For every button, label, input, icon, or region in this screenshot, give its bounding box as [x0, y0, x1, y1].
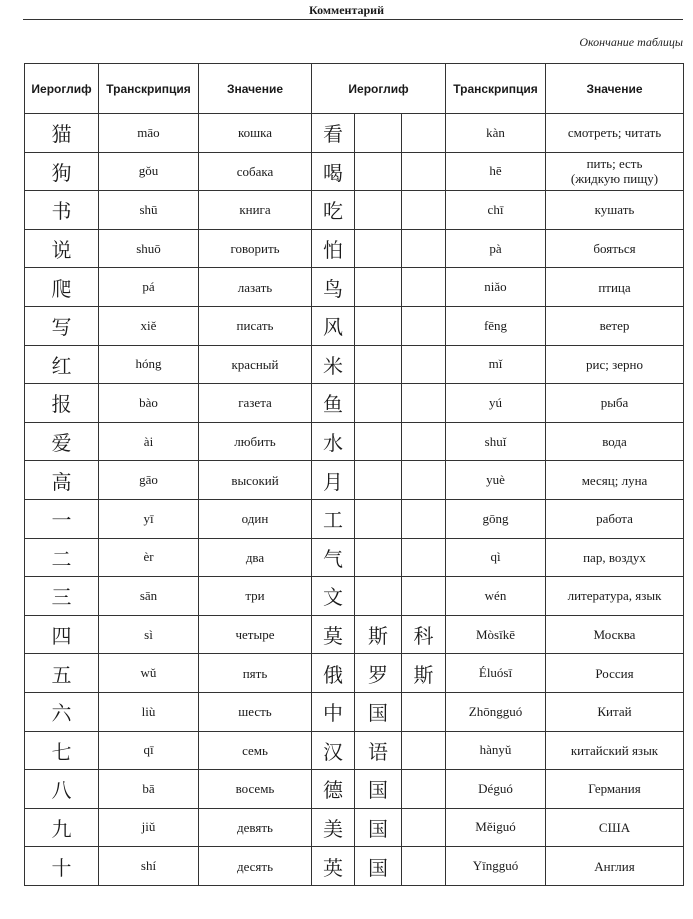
right-hieroglyph-3	[402, 229, 446, 268]
right-hieroglyph-2	[355, 538, 402, 577]
right-meaning-text: Англия	[594, 858, 635, 874]
right-hieroglyph-2: 国	[355, 847, 402, 886]
left-hieroglyph: 六	[25, 692, 99, 731]
left-transcription: xiě	[99, 306, 199, 345]
table-row	[25, 114, 684, 153]
left-meaning: любить	[199, 422, 312, 461]
left-hieroglyph: 七	[25, 731, 99, 770]
left-hieroglyph: 书	[25, 191, 99, 230]
right-transcription: gōng	[446, 499, 546, 538]
right-meaning-text: работа	[596, 511, 633, 527]
right-hieroglyph-2: 国	[355, 692, 402, 731]
right-transcription: hànyǔ	[446, 731, 546, 770]
left-meaning: высокий	[199, 461, 312, 500]
left-transcription: gǒu	[99, 152, 199, 191]
table-row	[25, 770, 684, 809]
table-row	[25, 847, 684, 886]
right-hieroglyph-2	[355, 229, 402, 268]
left-meaning: восемь	[199, 770, 312, 809]
left-transcription: sān	[99, 577, 199, 616]
header-transcription-right: Транскрипция	[446, 64, 546, 114]
right-hieroglyph-1: 月	[312, 461, 355, 500]
right-transcription: niǎo	[446, 268, 546, 307]
left-hieroglyph: 二	[25, 538, 99, 577]
right-meaning-text: пар, воздух	[583, 549, 646, 565]
right-hieroglyph-1: 莫	[312, 615, 355, 654]
left-hieroglyph: 十	[25, 847, 99, 886]
left-meaning: книга	[199, 191, 312, 230]
right-meaning-text: смотреть; читать	[567, 125, 662, 141]
right-hieroglyph-3	[402, 191, 446, 230]
right-hieroglyph-3	[402, 384, 446, 423]
left-hieroglyph: 猫	[25, 114, 99, 153]
left-meaning: красный	[199, 345, 312, 384]
right-hieroglyph-3	[402, 461, 446, 500]
right-hieroglyph-1: 美	[312, 808, 355, 847]
right-hieroglyph-1: 汉	[312, 731, 355, 770]
left-meaning: пять	[199, 654, 312, 693]
right-hieroglyph-1: 气	[312, 538, 355, 577]
left-transcription: jiǔ	[99, 808, 199, 847]
table-continuation-note: Окончание таблицы	[579, 35, 683, 49]
left-transcription: sì	[99, 615, 199, 654]
right-hieroglyph-2: 罗	[355, 654, 402, 693]
table-row	[25, 808, 684, 847]
right-transcription: kàn	[446, 114, 546, 153]
table-row	[25, 229, 684, 268]
right-meaning	[546, 615, 684, 654]
table-row	[25, 268, 684, 307]
right-hieroglyph-1: 喝	[312, 152, 355, 191]
right-transcription: wén	[446, 577, 546, 616]
right-hieroglyph-1: 风	[312, 306, 355, 345]
running-head: Комментарий	[308, 3, 384, 17]
left-transcription: èr	[99, 538, 199, 577]
left-transcription: liù	[99, 692, 199, 731]
right-hieroglyph-1: 英	[312, 847, 355, 886]
table-row	[25, 654, 684, 693]
left-meaning: шесть	[199, 692, 312, 731]
right-hieroglyph-2	[355, 114, 402, 153]
left-hieroglyph: 狗	[25, 152, 99, 191]
header-meaning-right: Значение	[546, 64, 684, 114]
right-transcription: Měiguó	[446, 808, 546, 847]
right-hieroglyph-3	[402, 847, 446, 886]
left-hieroglyph: 四	[25, 615, 99, 654]
left-meaning: семь	[199, 731, 312, 770]
table-row	[25, 499, 684, 538]
right-hieroglyph-2: 国	[355, 808, 402, 847]
right-hieroglyph-1: 米	[312, 345, 355, 384]
left-transcription: bào	[99, 384, 199, 423]
left-hieroglyph: 高	[25, 461, 99, 500]
right-meaning	[546, 770, 684, 809]
right-hieroglyph-3: 斯	[402, 654, 446, 693]
left-hieroglyph: 九	[25, 808, 99, 847]
left-transcription: ài	[99, 422, 199, 461]
table-row	[25, 152, 684, 191]
table-body	[25, 114, 684, 886]
right-meaning	[546, 114, 684, 153]
right-meaning-text: Китай	[597, 704, 632, 720]
left-transcription: gāo	[99, 461, 199, 500]
right-hieroglyph-2: 国	[355, 770, 402, 809]
right-hieroglyph-2	[355, 577, 402, 616]
left-meaning: два	[199, 538, 312, 577]
right-hieroglyph-3	[402, 114, 446, 153]
right-meaning-text-continued: (жидкую пищу)	[570, 171, 659, 187]
right-transcription: hē	[446, 152, 546, 191]
right-hieroglyph-1: 工	[312, 499, 355, 538]
right-hieroglyph-3	[402, 770, 446, 809]
right-meaning	[546, 847, 684, 886]
right-transcription: mǐ	[446, 345, 546, 384]
right-hieroglyph-2	[355, 499, 402, 538]
right-transcription: yuè	[446, 461, 546, 500]
left-transcription: māo	[99, 114, 199, 153]
right-hieroglyph-2	[355, 461, 402, 500]
table-row	[25, 461, 684, 500]
right-meaning-text: Россия	[595, 665, 634, 681]
right-meaning-text: китайский язык	[570, 742, 659, 758]
right-hieroglyph-2	[355, 384, 402, 423]
right-hieroglyph-1: 中	[312, 692, 355, 731]
left-hieroglyph: 说	[25, 229, 99, 268]
right-transcription: qì	[446, 538, 546, 577]
left-meaning: один	[199, 499, 312, 538]
right-hieroglyph-3	[402, 538, 446, 577]
right-hieroglyph-1: 鸟	[312, 268, 355, 307]
table-row	[25, 538, 684, 577]
right-meaning	[546, 499, 684, 538]
right-transcription: chī	[446, 191, 546, 230]
right-hieroglyph-2	[355, 268, 402, 307]
right-transcription: Yīngguó	[446, 847, 546, 886]
table-row	[25, 692, 684, 731]
right-hieroglyph-1: 俄	[312, 654, 355, 693]
left-meaning: четыре	[199, 615, 312, 654]
right-meaning-text: пить; есть	[586, 156, 643, 172]
right-meaning-text: США	[598, 819, 631, 835]
right-meaning	[546, 808, 684, 847]
right-meaning-text: ветер	[599, 318, 630, 334]
left-meaning: лазать	[199, 268, 312, 307]
left-hieroglyph: 爬	[25, 268, 99, 307]
right-transcription: fēng	[446, 306, 546, 345]
left-hieroglyph: 一	[25, 499, 99, 538]
left-transcription: shuō	[99, 229, 199, 268]
right-meaning	[546, 229, 684, 268]
right-meaning	[546, 306, 684, 345]
right-meaning-text: птица	[598, 279, 631, 295]
right-meaning	[546, 692, 684, 731]
left-transcription: yī	[99, 499, 199, 538]
left-meaning: девять	[199, 808, 312, 847]
header-meaning-left: Значение	[199, 64, 312, 114]
right-meaning	[546, 384, 684, 423]
right-meaning-text: бояться	[593, 241, 636, 257]
right-transcription: shuǐ	[446, 422, 546, 461]
right-hieroglyph-3	[402, 152, 446, 191]
left-hieroglyph: 红	[25, 345, 99, 384]
right-hieroglyph-3	[402, 499, 446, 538]
right-hieroglyph-2	[355, 345, 402, 384]
right-hieroglyph-3	[402, 808, 446, 847]
table-row	[25, 191, 684, 230]
left-transcription: shí	[99, 847, 199, 886]
left-transcription: wǔ	[99, 654, 199, 693]
left-meaning: писать	[199, 306, 312, 345]
right-transcription: Déguó	[446, 770, 546, 809]
left-meaning: три	[199, 577, 312, 616]
right-meaning-text: кушать	[594, 202, 635, 218]
right-transcription: Éluósī	[446, 654, 546, 693]
right-meaning-text: литература, язык	[567, 588, 662, 604]
left-meaning: газета	[199, 384, 312, 423]
right-hieroglyph-3	[402, 345, 446, 384]
left-hieroglyph: 写	[25, 306, 99, 345]
right-hieroglyph-1: 鱼	[312, 384, 355, 423]
left-transcription: bā	[99, 770, 199, 809]
header-rule	[23, 19, 683, 20]
right-meaning	[546, 152, 684, 191]
header-hieroglyph-right: Иероглиф	[312, 64, 446, 114]
right-hieroglyph-3	[402, 692, 446, 731]
left-hieroglyph: 八	[25, 770, 99, 809]
right-meaning	[546, 538, 684, 577]
right-hieroglyph-2: 语	[355, 731, 402, 770]
right-hieroglyph-2	[355, 191, 402, 230]
header-hieroglyph-left: Иероглиф	[25, 64, 99, 114]
left-hieroglyph: 报	[25, 384, 99, 423]
right-hieroglyph-1: 怕	[312, 229, 355, 268]
left-transcription: hóng	[99, 345, 199, 384]
right-hieroglyph-2	[355, 152, 402, 191]
right-meaning	[546, 654, 684, 693]
left-transcription: shū	[99, 191, 199, 230]
right-transcription: Mòsīkē	[446, 615, 546, 654]
right-meaning-text: Германия	[588, 781, 641, 797]
right-transcription: Zhōngguó	[446, 692, 546, 731]
left-meaning: кошка	[199, 114, 312, 153]
right-hieroglyph-1: 文	[312, 577, 355, 616]
right-hieroglyph-3	[402, 577, 446, 616]
left-transcription: pá	[99, 268, 199, 307]
right-hieroglyph-2	[355, 306, 402, 345]
right-meaning	[546, 345, 684, 384]
table-row	[25, 577, 684, 616]
right-meaning	[546, 191, 684, 230]
right-hieroglyph-1: 德	[312, 770, 355, 809]
right-meaning	[546, 461, 684, 500]
right-hieroglyph-3	[402, 422, 446, 461]
left-meaning: десять	[199, 847, 312, 886]
table-row	[25, 615, 684, 654]
right-transcription: yú	[446, 384, 546, 423]
right-meaning-text: Москва	[593, 627, 636, 643]
right-hieroglyph-3	[402, 306, 446, 345]
right-meaning-text: вода	[602, 434, 627, 450]
vocabulary-table	[24, 63, 684, 886]
table-row	[25, 306, 684, 345]
right-meaning	[546, 268, 684, 307]
left-hieroglyph: 爱	[25, 422, 99, 461]
left-transcription: qī	[99, 731, 199, 770]
right-hieroglyph-3	[402, 731, 446, 770]
right-meaning-text: рыба	[600, 395, 629, 411]
right-hieroglyph-2: 斯	[355, 615, 402, 654]
right-hieroglyph-1: 吃	[312, 191, 355, 230]
right-hieroglyph-3: 科	[402, 615, 446, 654]
table-row	[25, 731, 684, 770]
right-hieroglyph-3	[402, 268, 446, 307]
right-meaning-text: рис; зерно	[586, 356, 643, 372]
right-hieroglyph-2	[355, 422, 402, 461]
right-meaning	[546, 731, 684, 770]
left-hieroglyph: 三	[25, 577, 99, 616]
right-meaning-text: месяц; луна	[581, 472, 648, 488]
left-meaning: говорить	[199, 229, 312, 268]
left-hieroglyph: 五	[25, 654, 99, 693]
right-hieroglyph-1: 水	[312, 422, 355, 461]
table-row	[25, 422, 684, 461]
table-header-row	[25, 64, 684, 114]
right-hieroglyph-1: 看	[312, 114, 355, 153]
header-transcription-left: Транскрипция	[99, 64, 199, 114]
right-meaning	[546, 422, 684, 461]
table-row	[25, 345, 684, 384]
right-transcription: pà	[446, 229, 546, 268]
left-meaning: собака	[199, 152, 312, 191]
table-row	[25, 384, 684, 423]
right-meaning	[546, 577, 684, 616]
